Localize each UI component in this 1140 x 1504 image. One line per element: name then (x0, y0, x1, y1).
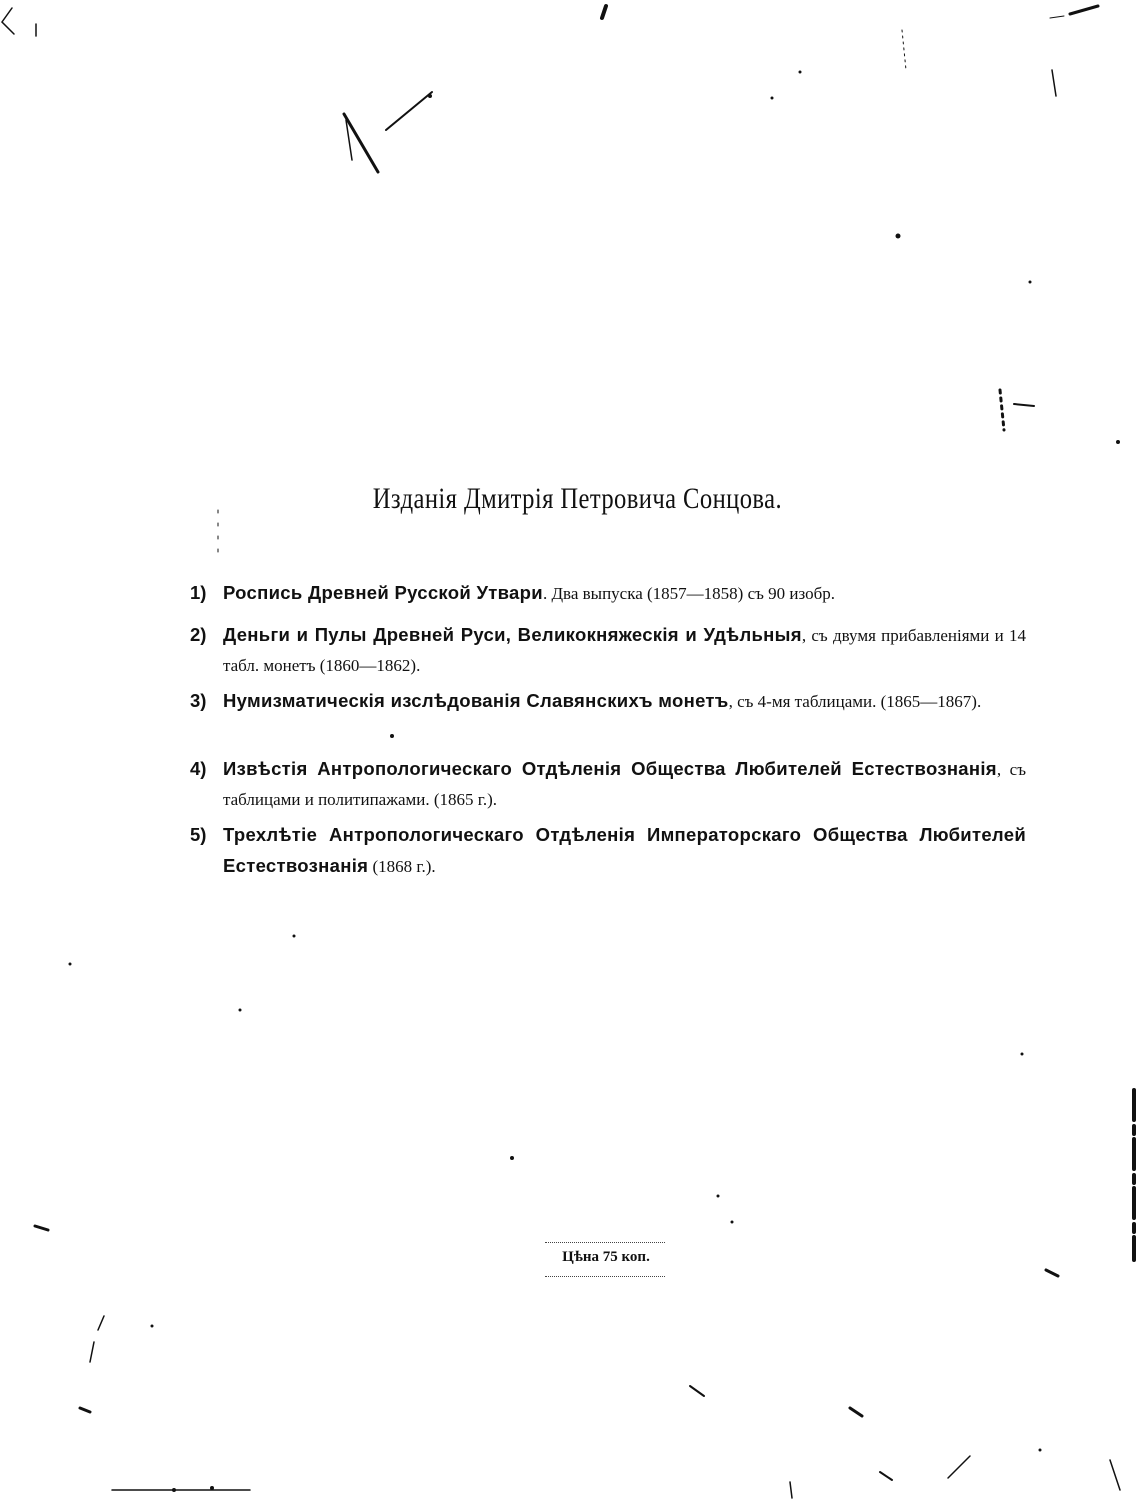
price-ornament-top (545, 1242, 665, 1247)
entry-details: , съ двумя прибавленіями и 14 табл. монетъ (1860—1862). (223, 626, 1026, 675)
price-label: Цѣна 75 коп. (562, 1249, 650, 1265)
entry-number: 2) (190, 624, 207, 645)
entry-title: Нумизматическія изслѣдованія Славянскихъ монетъ (223, 690, 729, 711)
entry-number: 3) (190, 690, 207, 711)
publication-entry (190, 620, 1026, 681)
publication-entry (190, 820, 1026, 882)
entry-details: , съ таблицами и политипажами. (1865 г.). (223, 760, 1026, 809)
entry-number: 1) (190, 582, 207, 603)
price-line (0, 1249, 1140, 1266)
entry-number: 4) (190, 758, 207, 779)
price-ornament-bottom (545, 1276, 665, 1281)
entry-details: . Два выпуска (1857—1858) съ 90 изобр. (542, 584, 836, 603)
entry-title: Трехлѣтіе Антропологическаго Отдѣленія Императорскаго Общества Любителей Естествознанія (223, 824, 1026, 876)
entry-text (223, 820, 1026, 882)
entry-text (223, 578, 1026, 609)
entry-text (223, 686, 1026, 717)
entry-title: Извѣстія Антропологическаго Отдѣленія Общества Любителей Естествознанія (223, 758, 997, 779)
publication-entry (190, 686, 1026, 717)
entry-details: , съ 4-мя таблицами. (1865—1867). (728, 692, 982, 711)
entry-text (223, 620, 1026, 681)
entry-details: (1868 г.). (368, 857, 436, 876)
publication-entry (190, 754, 1026, 815)
entry-number: 5) (190, 824, 207, 845)
entry-title: Деньги и Пулы Древней Руси, Великокняжескія и Удѣльныя (223, 624, 802, 645)
entry-text (223, 754, 1026, 815)
publication-entry (190, 578, 1026, 609)
entry-title: Роспись Древней Русской Утвари (223, 582, 543, 603)
page-title: Изданія Дмитрія Петровича Сонцова. (372, 482, 783, 515)
